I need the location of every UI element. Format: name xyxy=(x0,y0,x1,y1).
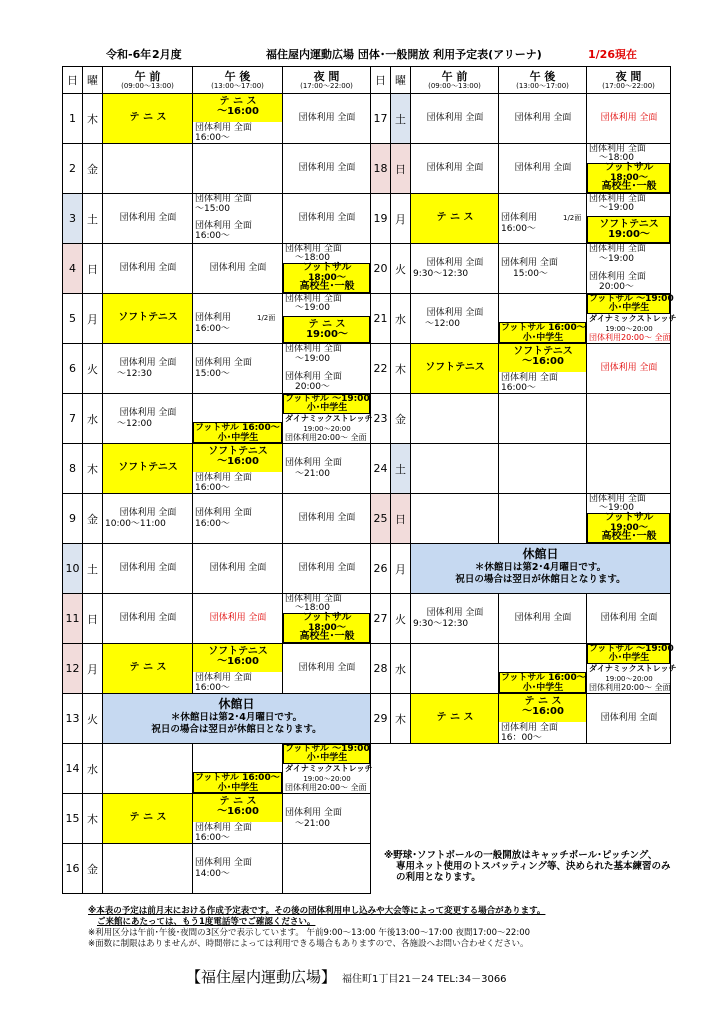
slot-night: 団体利用 全面 xyxy=(587,694,671,744)
schedule-row xyxy=(371,644,671,694)
slot-am: テ ニ ス xyxy=(411,694,499,744)
slot-night xyxy=(587,444,671,494)
header-night: 夜 間 (17:00～22:00) xyxy=(587,67,671,94)
slot-am: 団体利用 全面 10:00～11:00 xyxy=(103,494,193,544)
slot-night: フットサル ～19:00 小･中学生 ダイナミックストレッチ 19:00～20:00 団体利用20:00～ 全面 xyxy=(587,644,671,694)
slot-am: テ ニ ス xyxy=(411,194,499,244)
footer-notes: ※本表の予定は前月末における作成予定表です。その後の団体利用申し込みや大会等によって変更する場合があります。 ご来館にあたっては、もう1度電話等でご確認ください。 ※利用区分は午前･午後･夜間の3区分で表示しています。 午前9:00～13:00 午後13:00～17:00 夜間17:00～22:00 ※面数に制限はありませんが、時間帯によっては利用できる場合もありますので、各施設へお問い合わせください。 xyxy=(88,906,546,949)
slot-pm: 団体利用 全面 xyxy=(193,244,283,294)
closed-day-notice: 休館日 ＊休館日は第2･4月曜日です。 祝日の場合は翌日が休館日となります。 xyxy=(103,694,371,744)
slot-night: 団体利用 全面 ～19:00 団体利用 全面 20:00～ xyxy=(587,244,671,294)
slot-night: 団体利用 全面 xyxy=(283,94,371,144)
header-day: 日 xyxy=(371,67,391,94)
day-number: 8 xyxy=(63,444,83,494)
weekday: 水 xyxy=(391,294,411,344)
slot-night: 団体利用 全面 xyxy=(283,644,371,694)
slot-night: 団体利用 全面 xyxy=(283,144,371,194)
day-number: 12 xyxy=(63,644,83,694)
slot-pm: ソフトテニス ～16:00 団体利用 全面 16:00～ xyxy=(193,444,283,494)
header-weekday: 曜 xyxy=(83,67,103,94)
day-number: 27 xyxy=(371,594,391,644)
title-main: 福住屋内運動広場 団体･一般開放 利用予定表(アリーナ) xyxy=(266,48,542,61)
day-number: 14 xyxy=(63,744,83,794)
day-number: 3 xyxy=(63,194,83,244)
weekday: 月 xyxy=(391,544,411,594)
weekday: 木 xyxy=(83,94,103,144)
day-number: 5 xyxy=(63,294,83,344)
title-era: 令和-6年 xyxy=(106,48,152,61)
weekday: 水 xyxy=(83,394,103,444)
schedule-row xyxy=(371,244,671,294)
slot-am: 団体利用 全面 xyxy=(103,544,193,594)
slot-pm xyxy=(193,144,283,194)
weekday: 木 xyxy=(83,444,103,494)
slot-am: ソフトテニス xyxy=(103,444,193,494)
slot-pm: フットサル 16:00～ 小･中学生 xyxy=(193,744,283,794)
slot-am: テ ニ ス xyxy=(103,94,193,144)
slot-night xyxy=(283,844,371,894)
slot-night: 団体利用 全面 xyxy=(283,544,371,594)
day-number: 7 xyxy=(63,394,83,444)
day-number: 19 xyxy=(371,194,391,244)
weekday: 水 xyxy=(391,644,411,694)
title-updated: 1/26現在 xyxy=(588,48,637,61)
schedule-row xyxy=(63,244,371,294)
weekday: 土 xyxy=(83,544,103,594)
slot-night: フットサル ～19:00 小･中学生 ダイナミックストレッチ 19:00～20:00 団体利用20:00～ 全面 xyxy=(587,294,671,344)
slot-am xyxy=(103,144,193,194)
schedule-row xyxy=(371,694,671,744)
schedule-row xyxy=(371,544,671,594)
slot-pm: 団体利用 全面 14:00～ xyxy=(193,844,283,894)
slot-am: 団体利用 全面 ～12:30 xyxy=(103,344,193,394)
weekday: 月 xyxy=(391,194,411,244)
schedule-row xyxy=(63,694,371,744)
slot-night: 団体利用 全面 ～19:00 フットサル 19:00～ 高校生･一般 xyxy=(587,494,671,544)
day-number: 1 xyxy=(63,94,83,144)
weekday: 月 xyxy=(83,644,103,694)
header-am: 午 前 (09:00～13:00) xyxy=(103,67,193,94)
day-number: 24 xyxy=(371,444,391,494)
schedule-row xyxy=(63,794,371,844)
slot-night: 団体利用 全面 xyxy=(587,94,671,144)
slot-am: 団体利用 全面 9:30～12:30 xyxy=(411,594,499,644)
weekday: 木 xyxy=(391,694,411,744)
slot-am: ソフトテニス xyxy=(103,294,193,344)
day-number: 2 xyxy=(63,144,83,194)
schedule-row xyxy=(63,444,371,494)
facility-contact xyxy=(186,966,507,987)
weekday: 火 xyxy=(391,244,411,294)
header-day: 日 xyxy=(63,67,83,94)
slot-am: 団体利用 全面 xyxy=(103,244,193,294)
header-row xyxy=(371,67,671,94)
slot-night: 団体利用 全面 ～21:00 xyxy=(283,794,371,844)
schedule-row xyxy=(371,444,671,494)
schedule-row xyxy=(371,294,671,344)
day-number: 13 xyxy=(63,694,83,744)
slot-night: 団体利用 全面 xyxy=(283,494,371,544)
schedule-row xyxy=(371,394,671,444)
weekday: 土 xyxy=(391,444,411,494)
day-number: 20 xyxy=(371,244,391,294)
slot-pm: テ ニ ス ～16:00 団体利用 全面 16:00～ xyxy=(193,94,283,144)
slot-pm: 団体利用 全面 15:00～ xyxy=(193,344,283,394)
slot-pm xyxy=(499,494,587,544)
weekday: 金 xyxy=(83,844,103,894)
slot-night: 団体利用 全面 ～18:00 フットサル 18:00～ 高校生･一般 xyxy=(283,244,371,294)
schedule-row xyxy=(63,144,371,194)
facility-address: 福住町1丁目21－24 TEL:34－3066 xyxy=(342,974,507,985)
day-number: 4 xyxy=(63,244,83,294)
schedule-row xyxy=(371,144,671,194)
slot-pm: 団体利用 全面 xyxy=(499,144,587,194)
slot-am xyxy=(103,844,193,894)
weekday: 金 xyxy=(83,144,103,194)
slot-night: フットサル ～19:00 小･中学生 ダイナミックストレッチ 19:00～20:00 団体利用20:00～ 全面 xyxy=(283,744,371,794)
slot-pm: フットサル 16:00～ 小･中学生 xyxy=(193,394,283,444)
facility-name: 【福住屋内運動広場】 xyxy=(186,968,337,986)
slot-am: テ ニ ス xyxy=(103,644,193,694)
day-number: 23 xyxy=(371,394,391,444)
slot-pm: 団体利用 1/2面 16:00～ xyxy=(193,294,283,344)
day-number: 25 xyxy=(371,494,391,544)
weekday: 金 xyxy=(391,394,411,444)
schedule-row xyxy=(63,194,371,244)
slot-am: 団体利用 全面 xyxy=(103,194,193,244)
slot-pm: 団体利用 全面 15:00～ xyxy=(499,244,587,294)
schedule-row xyxy=(371,594,671,644)
weekday: 月 xyxy=(83,294,103,344)
slot-night xyxy=(587,394,671,444)
slot-am: 団体利用 全面 ～12:00 xyxy=(103,394,193,444)
slot-pm xyxy=(499,394,587,444)
slot-night: 団体利用 全面 ～19:00 テ ニ ス 19:00～ xyxy=(283,294,371,344)
schedule-row xyxy=(63,644,371,694)
slot-night: 団体利用 全面 xyxy=(587,344,671,394)
slot-pm: 団体利用 全面 xyxy=(499,94,587,144)
page-title xyxy=(0,46,724,64)
slot-pm: フットサル 16:00～ 小･中学生 xyxy=(499,644,587,694)
slot-night: 団体利用 全面 ～18:00 フットサル 18:00～ 高校生･一般 xyxy=(587,144,671,194)
slot-night: 団体利用 全面 ～18:00 フットサル 18:00～ 高校生･一般 xyxy=(283,594,371,644)
weekday: 火 xyxy=(83,694,103,744)
header-night: 夜 間 (17:00～22:00) xyxy=(283,67,371,94)
slot-pm: テ ニ ス ～16:00 団体利用 全面 16：00～ xyxy=(499,694,587,744)
weekday: 金 xyxy=(83,494,103,544)
slot-pm: フットサル 16:00～ 小･中学生 xyxy=(499,294,587,344)
slot-night: フットサル ～19:00 小･中学生 ダイナミックストレッチ 19:00～20:00 団体利用20:00～ 全面 xyxy=(283,394,371,444)
slot-pm: 団体利用 1/2面 16:00～ xyxy=(499,194,587,244)
slot-am xyxy=(103,744,193,794)
slot-pm: 団体利用 全面 xyxy=(193,544,283,594)
weekday: 木 xyxy=(83,794,103,844)
slot-am xyxy=(411,494,499,544)
header-am: 午 前 (09:00～13:00) xyxy=(411,67,499,94)
schedule-row xyxy=(63,744,371,794)
weekday: 日 xyxy=(83,594,103,644)
schedule-row xyxy=(63,544,371,594)
weekday: 火 xyxy=(391,594,411,644)
schedule-table-left xyxy=(62,66,371,894)
slot-am xyxy=(411,644,499,694)
weekday: 土 xyxy=(83,194,103,244)
slot-am: 団体利用 全面 xyxy=(103,594,193,644)
header-pm: 午 後 (13:00～17:00) xyxy=(499,67,587,94)
day-number: 15 xyxy=(63,794,83,844)
slot-pm: テ ニ ス ～16:00 団体利用 全面 16:00～ xyxy=(193,794,283,844)
slot-pm xyxy=(499,444,587,494)
weekday: 日 xyxy=(83,244,103,294)
slot-am xyxy=(411,394,499,444)
title-month: 2月度 xyxy=(152,48,182,61)
day-number: 21 xyxy=(371,294,391,344)
slot-am: 団体利用 全面 xyxy=(411,144,499,194)
weekday: 火 xyxy=(83,344,103,394)
slot-pm: 団体利用 全面 ～15:00 団体利用 全面 16:00～ xyxy=(193,194,283,244)
weekday: 土 xyxy=(391,94,411,144)
slot-night: 団体利用 全面 xyxy=(283,194,371,244)
day-number: 11 xyxy=(63,594,83,644)
slot-pm: ソフトテニス ～16:00 団体利用 全面 16:00～ xyxy=(193,644,283,694)
schedule-row xyxy=(371,194,671,244)
header-row xyxy=(63,67,371,94)
schedule-row xyxy=(63,494,371,544)
slot-pm: 団体利用 全面 xyxy=(499,594,587,644)
header-pm: 午 後 (13:00～17:00) xyxy=(193,67,283,94)
slot-night: 団体利用 全面 xyxy=(587,594,671,644)
slot-night: 団体利用 全面 ～19:00 ソフトテニス 19:00～ xyxy=(587,194,671,244)
slot-am: ソフトテニス xyxy=(411,344,499,394)
slot-am: 団体利用 全面 ～12:00 xyxy=(411,294,499,344)
weekday: 日 xyxy=(391,494,411,544)
slot-night: 団体利用 全面 ～21:00 xyxy=(283,444,371,494)
schedule-row xyxy=(371,94,671,144)
day-number: 22 xyxy=(371,344,391,394)
closed-day-notice: 休館日 ＊休館日は第2･4月曜日です。 祝日の場合は翌日が休館日となります。 xyxy=(411,544,671,594)
weekday: 木 xyxy=(391,344,411,394)
schedule-row xyxy=(371,344,671,394)
schedule-row xyxy=(63,344,371,394)
day-number: 17 xyxy=(371,94,391,144)
schedule-row xyxy=(63,294,371,344)
schedule-row xyxy=(63,394,371,444)
slot-pm: ソフトテニス ～16:00 団体利用 全面 16:00～ xyxy=(499,344,587,394)
schedule-row xyxy=(63,594,371,644)
day-number: 16 xyxy=(63,844,83,894)
schedule-table-right xyxy=(370,66,677,744)
day-number: 6 xyxy=(63,344,83,394)
slot-am: 団体利用 全面 9:30～12:30 xyxy=(411,244,499,294)
baseball-note: ※野球･ソフトボールの一般開放はキャッチボール･ピッチング、 専用ネット使用のトスバッティング等、決められた基本練習のみ の利用となります。 xyxy=(384,850,671,883)
schedule-row xyxy=(371,494,671,544)
slot-am: テ ニ ス xyxy=(103,794,193,844)
day-number: 29 xyxy=(371,694,391,744)
slot-pm: 団体利用 全面 xyxy=(193,594,283,644)
header-weekday: 曜 xyxy=(391,67,411,94)
day-number: 9 xyxy=(63,494,83,544)
slot-night: 団体利用 全面 ～19:00 団体利用 全面 20:00～ xyxy=(283,344,371,394)
day-number: 10 xyxy=(63,544,83,594)
weekday: 水 xyxy=(83,744,103,794)
slot-pm: 団体利用 全面 16:00～ xyxy=(193,494,283,544)
day-number: 26 xyxy=(371,544,391,594)
schedule-row xyxy=(63,94,371,144)
day-number: 18 xyxy=(371,144,391,194)
weekday: 日 xyxy=(391,144,411,194)
slot-am: 団体利用 全面 xyxy=(411,94,499,144)
schedule-row xyxy=(63,844,371,894)
day-number: 28 xyxy=(371,644,391,694)
slot-am xyxy=(411,444,499,494)
